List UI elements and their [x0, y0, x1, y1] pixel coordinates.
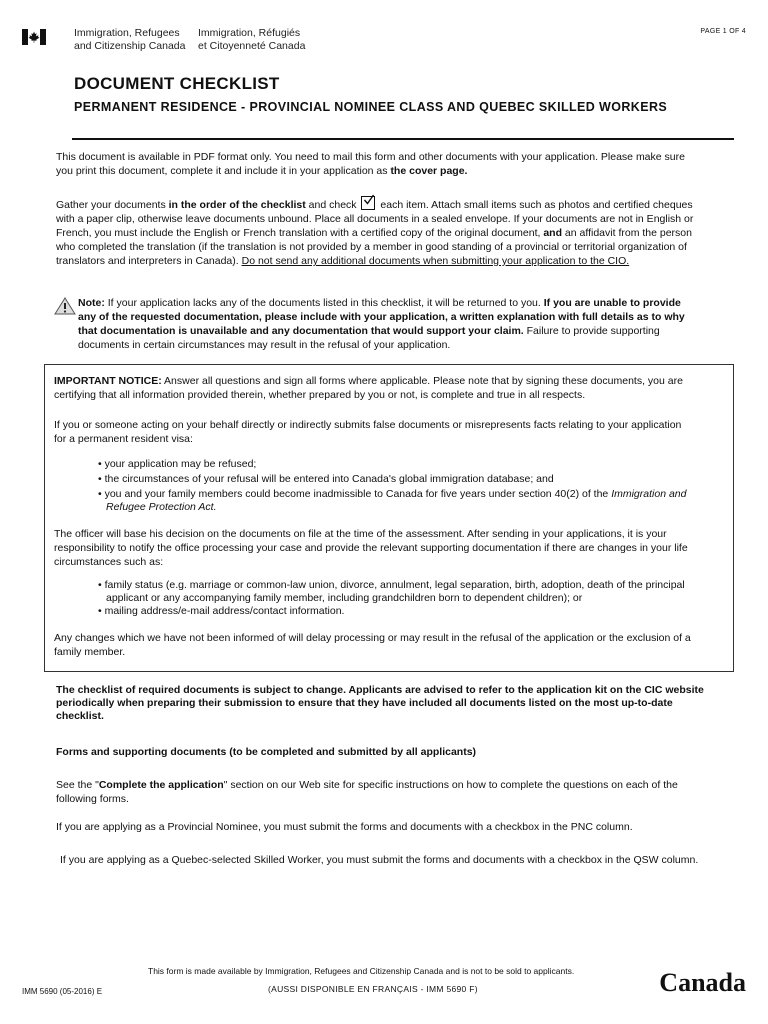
notice-paragraph-1	[54, 374, 696, 402]
note-label: Note:	[78, 297, 105, 309]
page-number: PAGE 1 OF 4	[700, 28, 746, 35]
form-id: IMM 5690 (05-2016) E	[22, 987, 103, 996]
pnc-instructions: If you are applying as a Provincial Nominee, you must submit the forms and documents with a checkbox in the PNC column.	[56, 821, 633, 833]
page-subtitle: PERMANENT RESIDENCE - PROVINCIAL NOMINEE CLASS AND QUEBEC SKILLED WORKERS	[74, 100, 668, 114]
gather-paragraph	[56, 196, 696, 268]
gather-text-1: Gather your documents	[56, 199, 169, 211]
notice-text-1: Answer all questions and sign all forms where applicable. Please note that by signing these documents, you are certifying that all information provided therein, whether prepared by you or not, is complete and true in all respects.	[54, 375, 683, 401]
gather-text-3: each item. Attach small items such as photos and certified cheques with a paper clip, otherwise leave documents unbound. Place all documents in a sealed envelope. If your documents are not in English or French, you must include the English or French translation with a certified copy of the original document,	[56, 199, 694, 239]
gather-text-4: an affidavit from the person who completed the translation (if the translation is not provided by a member in good standing of a provincial or territorial organization of translators and interpreters in Canada).	[56, 227, 692, 267]
intro-paragraph	[56, 150, 696, 178]
notice-paragraph-2: If you or someone acting on your behalf directly or indirectly submits false documents or misrepresents facts relating to your application for a permanent resident visa:	[54, 419, 682, 445]
title-divider	[72, 138, 734, 140]
agency-en-line1: Immigration, Refugees	[74, 27, 180, 39]
complete-application-label: Complete the application	[98, 779, 224, 791]
gather-emphasis-and: and	[543, 227, 563, 239]
intro-text: This document is available in PDF format only. You need to mail this form and other documents with your application. Please make sure you print this document, complete it and include it in your application as	[56, 151, 685, 177]
agency-name-en	[74, 27, 186, 53]
note-text-2: Failure to provide supporting documents in certain circumstances may result in the refusal of your application.	[78, 325, 660, 351]
agency-fr-line1: Immigration, Réfugiés	[198, 27, 301, 39]
important-notice-box	[44, 364, 734, 672]
consequences-list	[98, 458, 690, 514]
gather-underlined-warning: Do not send any additional documents when submitting your application to the CIO.	[241, 255, 630, 267]
canada-wordmark: Canada	[659, 968, 746, 997]
note-emphasis: If you are unable to provide any of the requested documentation, please include with your application, a written explanation with full details as to why that documentation is unavailable and any documentation that would support your claim.	[78, 297, 685, 337]
notice-paragraph-3: The officer will base his decision on the documents on file at the time of the assessment. After sending in your applications, it is your responsibility to notify the office processing your case and provide the relevant supporting documentation if there are changes in your life circumstances such as:	[54, 528, 688, 568]
notice-paragraph-4: Any changes which we have not been informed of will delay processing or may result in the refusal of the application or the exclusion of a family member.	[54, 632, 691, 658]
canada-flag-icon	[22, 29, 46, 45]
note-text-1: If your application lacks any of the documents listed in this checklist, it will be returned to you.	[104, 297, 544, 309]
list-item: • mailing address/e-mail address/contact information.	[98, 605, 345, 617]
agency-fr-line2: et Citoyenneté Canada	[198, 40, 306, 52]
see-text-1: See the "	[56, 779, 99, 791]
list-item-text: • you and your family members could become inadmissible to Canada for five years under section 40(2) of the	[98, 488, 612, 500]
see-text-2: " section on our Web site for specific instructions on how to complete the questions on each of the following forms.	[56, 779, 678, 805]
gather-emphasis-order: in the order of the checklist	[168, 199, 306, 211]
qsw-instructions: If you are applying as a Quebec-selected Skilled Worker, you must submit the forms and documents with a checkbox in the QSW column.	[60, 854, 699, 866]
change-notice: The checklist of required documents is subject to change. Applicants are advised to refer to the application kit on the CIC website periodically when preparing their submission to ensure that they have included all documents listed on the most up-to-date checklist.	[56, 684, 704, 722]
changes-list	[98, 579, 690, 618]
availability-notice: This form is made available by Immigration, Refugees and Citizenship Canada and is not to be sold to applicants.	[148, 966, 575, 976]
french-availability: (AUSSI DISPONIBLE EN FRANÇAIS - IMM 5690 F)	[268, 984, 478, 994]
agency-name-fr	[198, 27, 305, 53]
notice-label: IMPORTANT NOTICE:	[54, 375, 162, 387]
intro-emphasis: the cover page.	[390, 165, 468, 177]
note-paragraph	[78, 296, 692, 352]
act-title: Immigration and Refugee Protection Act.	[106, 488, 687, 513]
see-instructions	[56, 778, 706, 806]
gather-text-2: and check	[305, 199, 360, 211]
agency-en-line2: and Citizenship Canada	[74, 40, 186, 52]
list-item: • family status (e.g. marriage or common-law union, divorce, annulment, legal separation, birth, adoption, death of the principal applicant or any accompanying family member, including grandchildren born to dependent children); or	[98, 579, 685, 604]
list-item: • your application may be refused;	[98, 458, 257, 470]
forms-heading: Forms and supporting documents (to be completed and submitted by all applicants)	[56, 746, 477, 758]
list-item	[98, 488, 690, 514]
checkmark-box-icon	[361, 196, 375, 210]
warning-icon	[54, 297, 76, 320]
page-title: DOCUMENT CHECKLIST	[74, 74, 280, 93]
list-item: • the circumstances of your refusal will be entered into Canada's global immigration database; and	[98, 473, 554, 485]
